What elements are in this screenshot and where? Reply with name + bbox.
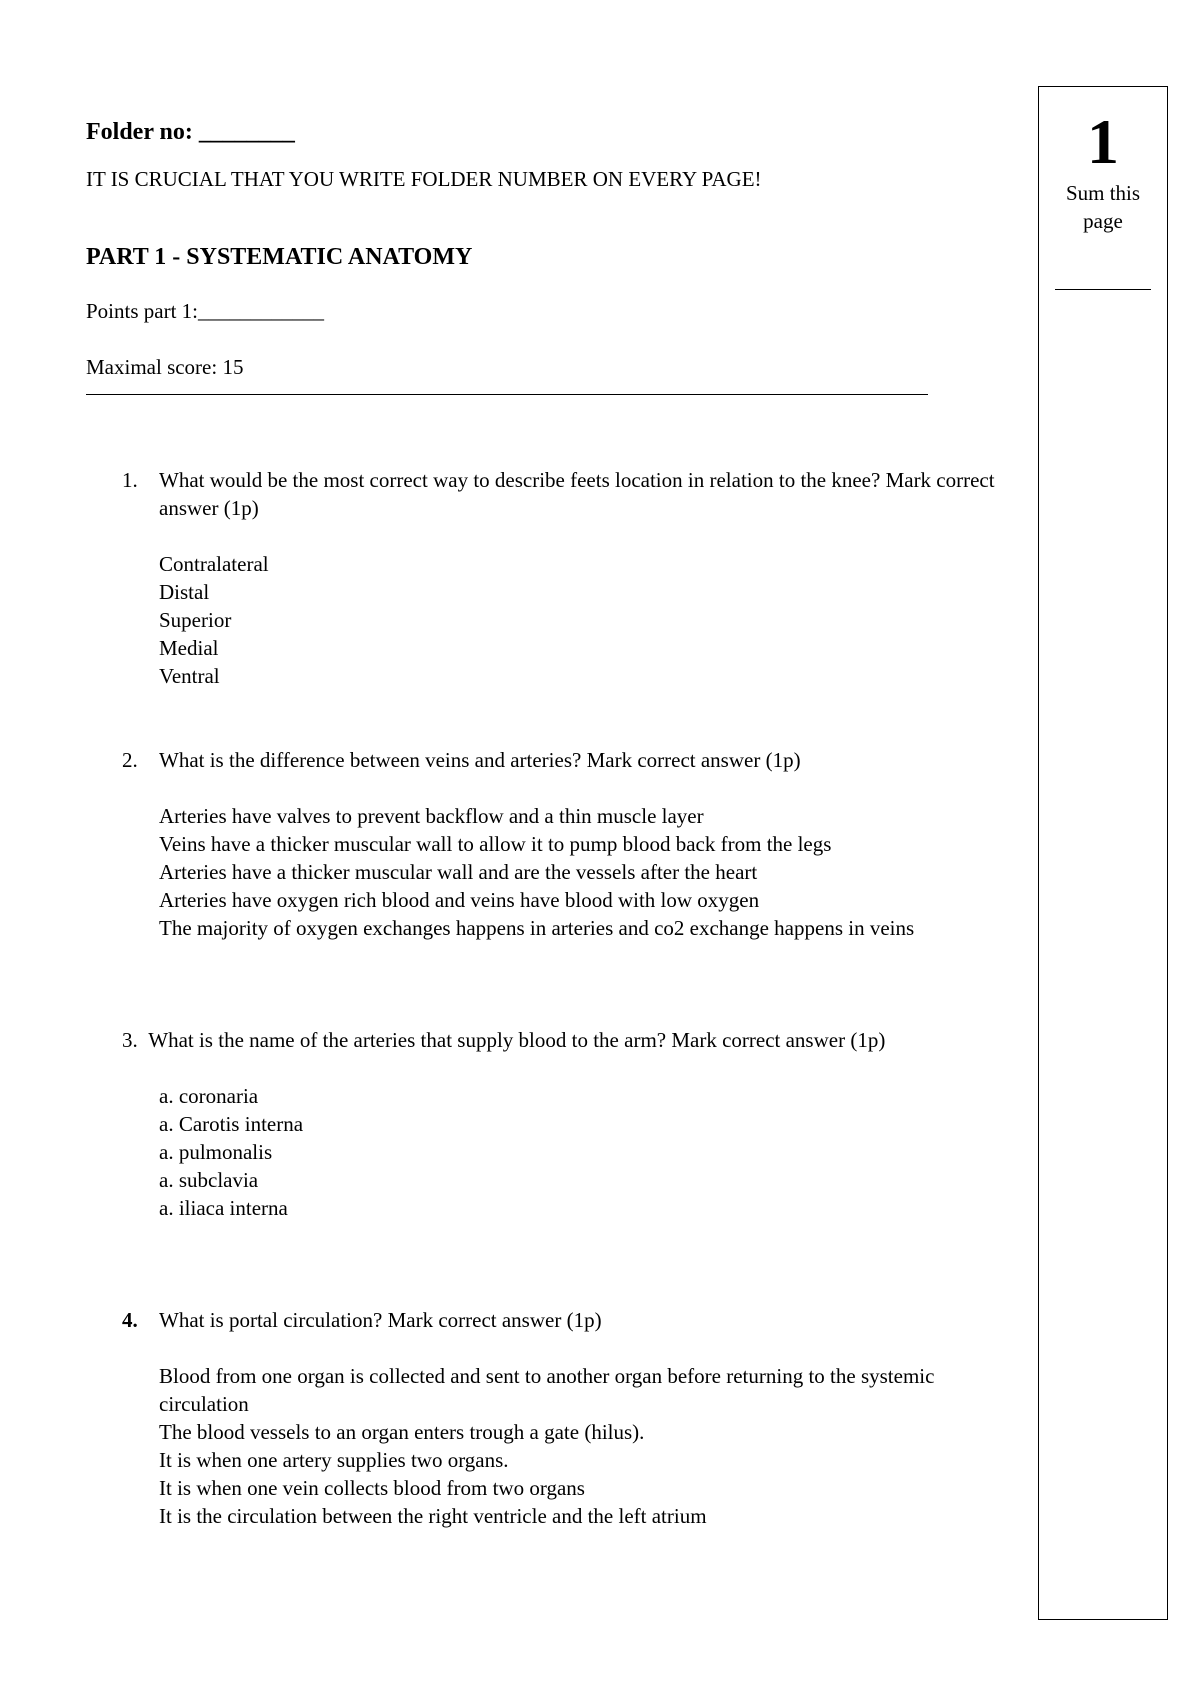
answer-option[interactable]: The majority of oxygen exchanges happens in arteries and co2 exchange happens in veins <box>159 916 915 940</box>
question-3 <box>86 1026 1006 1222</box>
question-number: 4. <box>122 1308 138 1332</box>
answer-options <box>159 1362 999 1530</box>
question-text-body: What is the name of the arteries that supply blood to the arm? Mark correct answer (1p) <box>148 1028 886 1052</box>
answer-option[interactable]: Blood from one organ is collected and sent to another organ before returning to the systemic circulation <box>159 1364 935 1416</box>
crucial-notice: IT IS CRUCIAL THAT YOU WRITE FOLDER NUMBER ON EVERY PAGE! <box>86 167 762 191</box>
question-text: What is the difference between veins and arteries? Mark correct answer (1p) <box>159 748 801 772</box>
answer-option[interactable]: Arteries have a thicker muscular wall and are the vessels after the heart <box>159 860 758 884</box>
question-number: 3. <box>122 1028 138 1052</box>
answer-option[interactable]: Contralateral <box>159 552 269 576</box>
answer-options <box>159 550 999 690</box>
page-sum-field[interactable] <box>1055 289 1151 290</box>
answer-option[interactable]: a. subclavia <box>159 1168 259 1192</box>
answer-options <box>159 802 999 942</box>
question-1 <box>86 466 1006 690</box>
sum-label: Sum this page <box>1065 181 1141 233</box>
answer-option[interactable]: a. Carotis interna <box>159 1112 304 1136</box>
question-2 <box>86 746 1006 942</box>
folder-number-field[interactable]: Folder no: ________ <box>86 119 295 145</box>
answer-option[interactable]: a. iliaca interna <box>159 1196 288 1220</box>
answer-option[interactable]: Ventral <box>159 664 220 688</box>
points-field[interactable]: Points part 1:____________ <box>86 299 325 323</box>
question-text: What is portal circulation? Mark correct answer (1p) <box>159 1308 602 1332</box>
max-score: Maximal score: 15 <box>86 355 244 379</box>
divider <box>86 394 928 395</box>
question-number: 2. <box>122 748 138 772</box>
page-score-box <box>1038 86 1168 1620</box>
part-title: PART 1 - SYSTEMATIC ANATOMY <box>86 244 473 270</box>
answer-option[interactable]: Veins have a thicker muscular wall to allow it to pump blood back from the legs <box>159 832 832 856</box>
question-4 <box>86 1306 1006 1530</box>
answer-option[interactable]: Medial <box>159 636 219 660</box>
answer-option[interactable]: a. pulmonalis <box>159 1140 273 1164</box>
question-text: What would be the most correct way to describe feets location in relation to the knee? Mark correct answer (1p) <box>159 468 995 520</box>
answer-option[interactable]: The blood vessels to an organ enters trough a gate (hilus). <box>159 1420 645 1444</box>
answer-option[interactable]: It is when one artery supplies two organs. <box>159 1448 509 1472</box>
answer-option[interactable]: Arteries have valves to prevent backflow and a thin muscle layer <box>159 804 704 828</box>
answer-options <box>159 1082 999 1222</box>
answer-option[interactable]: a. coronaria <box>159 1084 259 1108</box>
question-text <box>122 1026 1002 1054</box>
answer-option[interactable]: Arteries have oxygen rich blood and veins have blood with low oxygen <box>159 888 760 912</box>
answer-option[interactable]: Distal <box>159 580 210 604</box>
answer-option[interactable]: It is when one vein collects blood from two organs <box>159 1476 585 1500</box>
exam-header <box>86 112 1006 395</box>
answer-option[interactable]: It is the circulation between the right ventricle and the left atrium <box>159 1504 707 1528</box>
question-number: 1. <box>122 468 138 492</box>
answer-option[interactable]: Superior <box>159 608 232 632</box>
page-number: 1 <box>1087 106 1119 177</box>
